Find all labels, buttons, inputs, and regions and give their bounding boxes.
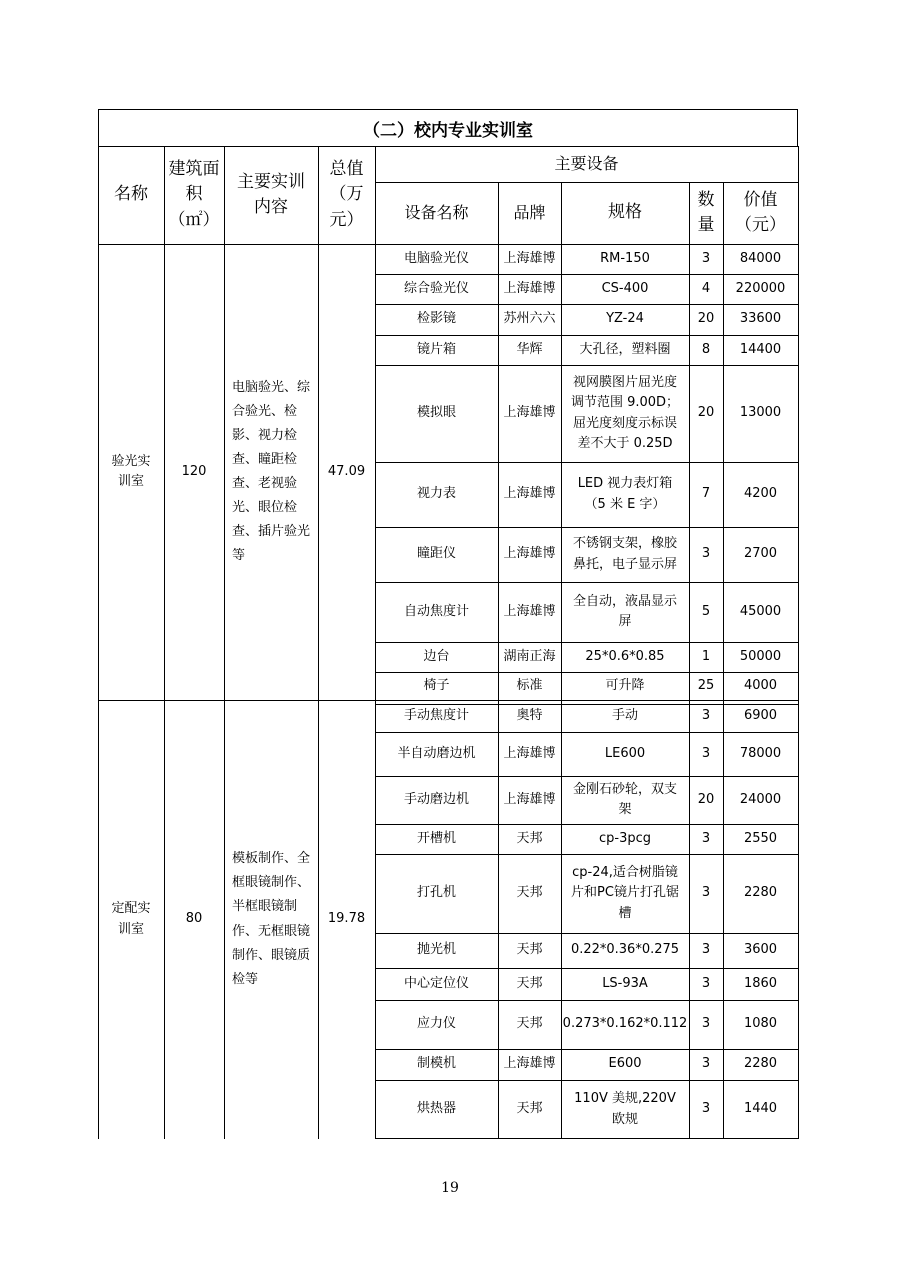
header-name: 名称 — [114, 184, 148, 205]
room-content: 电脑验光、综合验光、检影、视力检查、瞳距检查、老视验光、眼位检查、插片验光等 — [232, 379, 311, 564]
quantity-cell: 20 — [697, 405, 715, 421]
device-name-cell: 半自动磨边机 — [397, 745, 476, 761]
device-name-cell: 视力表 — [416, 486, 456, 502]
device-name-cell: 开槽机 — [416, 830, 456, 846]
spec-cell: E600 — [608, 1056, 642, 1072]
price-cell: 13000 — [739, 405, 782, 421]
header-area: 建筑面积（㎡） — [168, 158, 220, 230]
price-cell: 2700 — [743, 546, 778, 562]
table-rule — [375, 582, 799, 583]
table-rule — [723, 182, 724, 1139]
section-title: （二）校内专业实训室 — [98, 109, 798, 147]
device-name-cell: 自动焦度计 — [403, 603, 469, 619]
brand-cell: 天邦 — [516, 975, 543, 991]
brand-cell: 华辉 — [516, 341, 543, 357]
table-rule — [375, 704, 799, 705]
device-name-cell: 中心定位仪 — [403, 975, 469, 991]
table-rule — [224, 146, 225, 1139]
brand-cell: 上海雄博 — [503, 546, 556, 562]
brand-cell: 天邦 — [516, 1101, 543, 1117]
header-total: 总值（万元） — [329, 158, 364, 230]
spec-cell: 大孔径，塑料圈 — [579, 341, 671, 357]
room-area: 80 — [185, 911, 203, 927]
table-rule — [98, 146, 99, 1139]
brand-cell: 上海雄博 — [503, 791, 556, 807]
quantity-cell: 4 — [701, 280, 711, 296]
room-total: 47.09 — [327, 463, 366, 479]
quantity-cell: 3 — [701, 975, 711, 991]
quantity-cell: 3 — [701, 1016, 711, 1032]
quantity-cell: 3 — [701, 707, 711, 723]
spec-cell: LS-93A — [602, 975, 648, 991]
device-name-cell: 手动磨边机 — [403, 791, 469, 807]
spec-cell: LE600 — [604, 745, 646, 761]
brand-cell: 奥特 — [516, 707, 543, 723]
table-rule — [689, 182, 690, 1139]
table-rule — [375, 1000, 799, 1001]
device-name-cell: 电脑验光仪 — [403, 250, 469, 266]
device-name-cell: 综合验光仪 — [403, 280, 469, 296]
spec-cell: 0.22*0.36*0.275 — [570, 942, 680, 958]
table-rule — [375, 1049, 799, 1050]
price-cell: 45000 — [739, 603, 782, 619]
room-total: 19.78 — [327, 911, 366, 927]
price-cell: 2280 — [743, 1056, 778, 1072]
brand-cell: 上海雄博 — [503, 405, 556, 421]
table-rule — [375, 700, 799, 701]
spec-cell: 25*0.6*0.85 — [585, 648, 665, 664]
price-cell: 14400 — [739, 341, 782, 357]
room-area: 120 — [181, 463, 207, 479]
quantity-cell: 3 — [701, 250, 711, 266]
quantity-cell: 7 — [701, 486, 711, 502]
brand-cell: 苏州六六 — [503, 311, 556, 327]
table-rule — [375, 182, 799, 183]
brand-cell: 上海雄博 — [503, 745, 556, 761]
table-rule — [318, 146, 319, 1139]
spec-cell: CS-400 — [601, 280, 649, 296]
price-cell: 33600 — [739, 311, 782, 327]
table-rule — [375, 335, 799, 336]
spec-cell: cp-24,适合树脂镜片和PC镜片打孔锯槽 — [571, 865, 679, 921]
price-cell: 3600 — [743, 942, 778, 958]
spec-cell: 手动 — [611, 707, 638, 723]
table-rule — [498, 182, 499, 1139]
price-cell: 84000 — [739, 250, 782, 266]
quantity-cell: 3 — [701, 546, 711, 562]
price-cell: 1440 — [743, 1101, 778, 1117]
price-cell: 78000 — [739, 745, 782, 761]
quantity-cell: 5 — [701, 603, 711, 619]
table-rule — [375, 365, 799, 366]
spec-cell: 不锈钢支架，橡胶鼻托，电子显示屏 — [572, 536, 677, 572]
room-name: 定配实训室 — [111, 901, 151, 937]
header-equipment: 主要设备 — [554, 153, 619, 173]
price-cell: 24000 — [739, 791, 782, 807]
table-rule — [798, 146, 799, 1139]
brand-cell: 天邦 — [516, 1016, 543, 1032]
spec-cell: LED 视力表灯箱（5 米 E 字） — [577, 476, 673, 512]
spec-cell: 全自动，液晶显示屏 — [572, 593, 677, 629]
spec-cell: 0.273*0.162*0.112 — [562, 1016, 688, 1032]
price-cell: 220000 — [735, 280, 786, 296]
brand-cell: 标准 — [516, 677, 543, 693]
table-rule — [375, 732, 799, 733]
price-cell: 1080 — [743, 1016, 778, 1032]
table-rule — [375, 854, 799, 855]
header-spec: 规格 — [608, 202, 642, 223]
equipment-table — [98, 146, 798, 1139]
table-rule — [164, 146, 165, 1139]
brand-cell: 上海雄博 — [503, 603, 556, 619]
brand-cell: 上海雄博 — [503, 250, 556, 266]
device-name-cell: 打孔机 — [416, 885, 456, 901]
device-name-cell: 检影镜 — [416, 311, 456, 327]
brand-cell: 上海雄博 — [503, 486, 556, 502]
quantity-cell: 8 — [701, 341, 711, 357]
device-name-cell: 瞳距仪 — [416, 546, 456, 562]
device-name-cell: 椅子 — [423, 677, 450, 693]
brand-cell: 天邦 — [516, 942, 543, 958]
table-rule — [98, 146, 799, 147]
quantity-cell: 1 — [701, 648, 711, 664]
spec-cell: YZ-24 — [606, 311, 644, 327]
room-content: 模板制作、全框眼镜制作、半框眼镜制作、无框眼镜制作、眼镜质检等 — [232, 851, 311, 987]
price-cell: 1860 — [743, 975, 778, 991]
table-rule — [375, 274, 799, 275]
table-rule — [375, 527, 799, 528]
spec-cell: cp-3pcg — [598, 830, 651, 846]
table-rule — [375, 824, 799, 825]
table-rule — [375, 968, 799, 969]
table-rule — [375, 1080, 799, 1081]
price-cell: 6900 — [743, 707, 778, 723]
brand-cell: 湖南正海 — [503, 648, 556, 664]
price-cell: 2280 — [743, 885, 778, 901]
page-number: 19 — [441, 1180, 459, 1196]
table-rule — [375, 672, 799, 673]
quantity-cell: 20 — [697, 311, 715, 327]
quantity-cell: 3 — [701, 1101, 711, 1117]
quantity-cell: 3 — [701, 745, 711, 761]
table-rule — [98, 700, 376, 701]
header-brand: 品牌 — [513, 202, 546, 222]
quantity-cell: 25 — [697, 677, 715, 693]
table-rule — [375, 776, 799, 777]
header-device-name: 设备名称 — [404, 202, 469, 222]
spec-cell: 110V 美规,220V 欧规 — [574, 1091, 676, 1127]
quantity-cell: 3 — [701, 830, 711, 846]
quantity-cell: 20 — [697, 791, 715, 807]
table-rule — [561, 182, 562, 1139]
spec-cell: RM-150 — [600, 250, 650, 266]
header-quantity: 数量 — [697, 189, 715, 235]
device-name-cell: 镜片箱 — [416, 341, 456, 357]
device-name-cell: 应力仪 — [416, 1016, 456, 1032]
brand-cell: 天邦 — [516, 885, 543, 901]
brand-cell: 上海雄博 — [503, 1056, 556, 1072]
device-name-cell: 手动焦度计 — [403, 707, 469, 723]
header-price: 价值（元） — [735, 189, 786, 235]
spec-cell: 视网膜图片屈光度调节范围 9.00D；屈光度刻度示标误差不大于 0.25D — [570, 375, 680, 451]
price-cell: 2550 — [743, 830, 778, 846]
price-cell: 50000 — [739, 648, 782, 664]
header-content: 主要实训内容 — [237, 171, 305, 217]
spec-cell: 金刚石砂轮，双支架 — [572, 781, 677, 817]
device-name-cell: 烘热器 — [416, 1101, 456, 1117]
table-rule — [375, 304, 799, 305]
price-cell: 4000 — [743, 677, 778, 693]
device-name-cell: 边台 — [423, 648, 450, 664]
device-name-cell: 制模机 — [416, 1056, 456, 1072]
table-rule — [375, 462, 799, 463]
device-name-cell: 抛光机 — [416, 942, 456, 958]
room-name: 验光实训室 — [111, 453, 151, 489]
table-rule — [375, 146, 376, 1139]
price-cell: 4200 — [743, 486, 778, 502]
quantity-cell: 3 — [701, 885, 711, 901]
table-rule — [375, 1138, 799, 1139]
brand-cell: 天邦 — [516, 830, 543, 846]
device-name-cell: 模拟眼 — [416, 405, 456, 421]
brand-cell: 上海雄博 — [503, 280, 556, 296]
spec-cell: 可升降 — [605, 677, 645, 693]
table-rule — [375, 933, 799, 934]
table-rule — [375, 642, 799, 643]
quantity-cell: 3 — [701, 942, 711, 958]
quantity-cell: 3 — [701, 1056, 711, 1072]
